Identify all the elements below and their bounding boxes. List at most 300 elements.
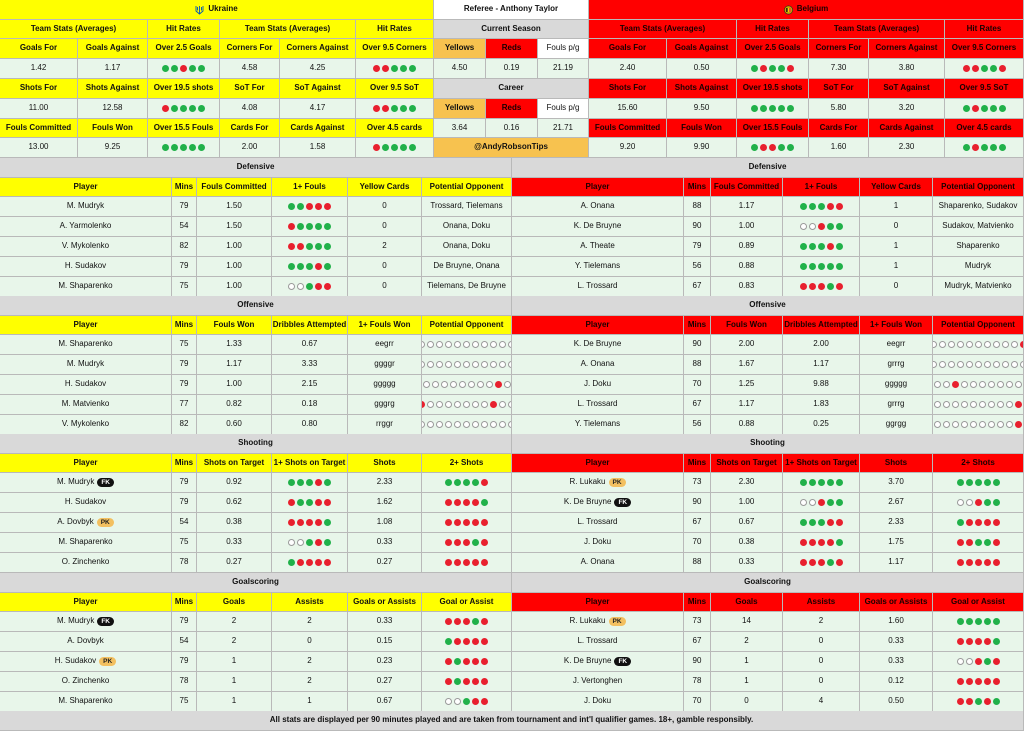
- miss-dot: [972, 105, 979, 112]
- table-cell: [272, 493, 348, 513]
- current-season-header: Current Season: [434, 20, 589, 39]
- hit-dot: [751, 144, 758, 151]
- hit-rate-dots: [445, 559, 488, 566]
- table-cell: Mudryk, Matvienko: [933, 277, 1024, 297]
- table-cell: [783, 277, 860, 297]
- table-cell: 1: [860, 257, 933, 277]
- empty-dot: [970, 401, 977, 408]
- table-cell: [422, 395, 512, 415]
- team-stats-header: Team Stats (Averages): [809, 20, 945, 39]
- table-cell: Onana, Doku: [422, 217, 512, 237]
- hit-dot: [171, 65, 178, 72]
- hit-dot: [760, 105, 767, 112]
- hit-dot: [297, 499, 304, 506]
- hit-rate-dots: [373, 65, 416, 72]
- hit-dot: [409, 144, 416, 151]
- table-cell: 1.17: [711, 395, 783, 415]
- hit-dot: [818, 479, 825, 486]
- miss-dot: [315, 519, 322, 526]
- miss-dot: [957, 539, 964, 546]
- player-name: A. Yarmolenko: [59, 221, 112, 231]
- miss-dot: [984, 519, 991, 526]
- empty-dot: [948, 361, 955, 368]
- table-cell: [783, 217, 860, 237]
- empty-dot: [423, 381, 430, 388]
- miss-dot: [306, 203, 313, 210]
- player-name: M. Shaparenko: [58, 281, 113, 291]
- hit-dot: [288, 479, 295, 486]
- table-cell: 3.33: [272, 355, 348, 375]
- table-cell: [933, 632, 1024, 652]
- miss-dot: [445, 539, 452, 546]
- player-name: H. Sudakov: [54, 656, 97, 666]
- table-cell: [422, 375, 512, 395]
- miss-dot: [422, 401, 425, 408]
- empty-dot: [445, 401, 452, 408]
- empty-dot: [490, 421, 497, 428]
- hit-dot: [288, 203, 295, 210]
- hit-dot: [306, 539, 313, 546]
- table-cell: 67: [684, 395, 711, 415]
- section-title: Goalscoring: [512, 573, 1024, 593]
- ukraine-title: Ukraine: [0, 0, 434, 20]
- hit-dot: [990, 105, 997, 112]
- hit-dot: [999, 144, 1006, 151]
- hit-rate-dots: [963, 105, 1006, 112]
- miss-dot: [472, 519, 479, 526]
- table-cell: 73: [684, 612, 711, 632]
- hit-rate-dots: [288, 539, 331, 546]
- stat-label: Corners For: [220, 39, 280, 59]
- hit-dot: [827, 559, 834, 566]
- table-cell: [422, 335, 512, 355]
- empty-dot: [997, 381, 1004, 388]
- hit-dot: [818, 519, 825, 526]
- miss-dot: [963, 65, 970, 72]
- hit-dot: [391, 144, 398, 151]
- empty-dot: [984, 341, 991, 348]
- hit-rate-dots: [288, 203, 331, 210]
- miss-dot: [975, 499, 982, 506]
- hit-dot: [809, 263, 816, 270]
- hit-dot: [306, 223, 313, 230]
- table-cell: 0: [348, 197, 422, 217]
- empty-dot: [1002, 341, 1009, 348]
- column-header: Mins: [172, 593, 197, 612]
- hit-dot: [400, 105, 407, 112]
- table-cell: 1: [711, 672, 783, 692]
- table-cell: Onana, Doku: [422, 237, 512, 257]
- empty-dot: [454, 698, 461, 705]
- table-cell: [783, 237, 860, 257]
- empty-dot: [939, 341, 946, 348]
- table-cell: 70: [684, 533, 711, 553]
- table-cell: 2: [783, 612, 860, 632]
- hit-dot: [769, 65, 776, 72]
- table-row-player: [0, 612, 172, 632]
- table-cell: 88: [684, 197, 711, 217]
- table-cell: Trossard, Tielemans: [422, 197, 512, 217]
- miss-dot: [827, 519, 834, 526]
- empty-dot: [939, 361, 946, 368]
- column-header: Shots on Target: [197, 454, 272, 473]
- hit-dot: [382, 144, 389, 151]
- empty-dot: [979, 381, 986, 388]
- miss-dot: [297, 519, 304, 526]
- column-header: Shots: [860, 454, 933, 473]
- hit-rate-dots: [445, 519, 488, 526]
- table-cell: 2.33: [348, 473, 422, 493]
- player-name: M. Mudryk: [56, 616, 95, 626]
- stat-label: Over 15.5 Fouls: [737, 119, 809, 138]
- miss-dot: [993, 559, 1000, 566]
- stat-value: 1.60: [809, 138, 869, 158]
- referee-stat-value: 21.19: [538, 59, 589, 79]
- hit-dot: [472, 479, 479, 486]
- hit-rate-dots: [800, 559, 843, 566]
- empty-dot: [933, 341, 937, 348]
- hit-dot: [297, 203, 304, 210]
- miss-dot: [472, 638, 479, 645]
- table-cell: 79: [172, 355, 197, 375]
- table-cell: 90: [684, 652, 711, 672]
- table-cell: 78: [684, 672, 711, 692]
- hit-dot: [481, 499, 488, 506]
- column-header: Yellow Cards: [348, 178, 422, 197]
- miss-dot: [984, 678, 991, 685]
- table-cell: 1.33: [197, 335, 272, 355]
- table-row-player: [0, 632, 172, 652]
- stat-value: 1.58: [280, 138, 356, 158]
- hit-dot: [800, 243, 807, 250]
- miss-dot: [818, 539, 825, 546]
- hit-dot: [297, 223, 304, 230]
- empty-dot: [961, 421, 968, 428]
- table-cell: 0.88: [711, 257, 783, 277]
- hit-dot: [391, 105, 398, 112]
- table-cell: 90: [684, 217, 711, 237]
- table-cell: 0.50: [860, 692, 933, 712]
- table-cell: 79: [172, 375, 197, 395]
- table-cell: [933, 513, 1024, 533]
- hit-dot: [315, 223, 322, 230]
- miss-dot: [818, 559, 825, 566]
- column-header: Mins: [172, 178, 197, 197]
- stat-value: 9.25: [78, 138, 148, 158]
- hit-rate-dots: [288, 479, 331, 486]
- table-row-player: [0, 395, 172, 415]
- table-cell: 0.83: [711, 277, 783, 297]
- miss-dot: [481, 678, 488, 685]
- hit-dot: [306, 283, 313, 290]
- hit-rate-dots: [957, 678, 1000, 685]
- stat-label: Goals Against: [78, 39, 148, 59]
- empty-dot: [943, 401, 950, 408]
- hit-dot: [981, 105, 988, 112]
- table-cell: [933, 692, 1024, 712]
- twitter-handle: @AndyRobsonTips: [434, 138, 589, 158]
- table-cell: 75: [172, 533, 197, 553]
- miss-dot: [445, 658, 452, 665]
- table-row-player: [512, 553, 684, 573]
- stat-label: Over 2.5 Goals: [148, 39, 220, 59]
- empty-dot: [427, 421, 434, 428]
- column-header: Shots on Target: [711, 454, 783, 473]
- empty-dot: [422, 421, 425, 428]
- table-cell: 56: [684, 415, 711, 435]
- hit-dot: [836, 243, 843, 250]
- miss-dot: [324, 203, 331, 210]
- empty-dot: [463, 361, 470, 368]
- table-cell: 0.88: [711, 415, 783, 435]
- table-cell: 0.33: [711, 553, 783, 573]
- stat-label: Goals For: [589, 39, 667, 59]
- table-row-player: [0, 533, 172, 553]
- empty-dot: [454, 421, 461, 428]
- hit-dot: [984, 499, 991, 506]
- column-header: Player: [0, 454, 172, 473]
- hit-rate-dots: [933, 421, 1024, 428]
- miss-dot: [472, 678, 479, 685]
- miss-dot: [315, 263, 322, 270]
- miss-dot: [454, 519, 461, 526]
- empty-dot: [436, 401, 443, 408]
- hit-rate-dots: [422, 401, 512, 408]
- table-cell: 1.17: [860, 553, 933, 573]
- empty-dot: [445, 341, 452, 348]
- referee-stat-label: Reds: [486, 99, 538, 119]
- table-cell: 0: [860, 277, 933, 297]
- hit-rate-dots: [445, 539, 488, 546]
- hit-dot: [171, 144, 178, 151]
- player-name: H. Sudakov: [64, 261, 107, 271]
- miss-dot: [818, 283, 825, 290]
- miss-dot: [769, 144, 776, 151]
- hit-dot: [162, 65, 169, 72]
- hit-dot: [809, 243, 816, 250]
- empty-dot: [468, 381, 475, 388]
- table-cell: 79: [172, 257, 197, 277]
- miss-dot: [975, 658, 982, 665]
- miss-dot: [481, 638, 488, 645]
- stat-value: 4.58: [220, 59, 280, 79]
- hit-dot: [306, 243, 313, 250]
- table-cell: 9.88: [783, 375, 860, 395]
- empty-dot: [504, 381, 511, 388]
- table-cell: [933, 375, 1024, 395]
- miss-dot: [463, 519, 470, 526]
- table-cell: gggrg: [348, 395, 422, 415]
- player-name: M. Shaparenko: [58, 696, 113, 706]
- empty-dot: [432, 381, 439, 388]
- miss-dot: [999, 65, 1006, 72]
- hit-dot: [391, 65, 398, 72]
- stat-value: [356, 99, 434, 119]
- table-cell: [933, 553, 1024, 573]
- stat-value: 4.25: [280, 59, 356, 79]
- table-cell: 0.82: [197, 395, 272, 415]
- table-cell: 82: [172, 237, 197, 257]
- miss-dot: [297, 559, 304, 566]
- stat-value: 1.17: [78, 59, 148, 79]
- empty-dot: [499, 401, 506, 408]
- table-cell: 2: [272, 612, 348, 632]
- trident-crest-icon: [195, 5, 204, 15]
- table-cell: Shaparenko, Sudakov: [933, 197, 1024, 217]
- miss-dot: [373, 65, 380, 72]
- table-cell: 2: [272, 652, 348, 672]
- table-cell: 0.33: [860, 632, 933, 652]
- table-cell: [272, 277, 348, 297]
- empty-dot: [993, 341, 1000, 348]
- table-cell: 2: [348, 237, 422, 257]
- hit-dot: [751, 65, 758, 72]
- hit-rate-dots: [445, 698, 488, 705]
- miss-dot: [975, 519, 982, 526]
- empty-dot: [952, 421, 959, 428]
- hit-rate-dots: [934, 381, 1022, 388]
- stat-label: Corners For: [809, 39, 869, 59]
- miss-dot: [966, 559, 973, 566]
- table-cell: [422, 632, 512, 652]
- empty-dot: [933, 361, 937, 368]
- hit-rate-dots: [288, 283, 331, 290]
- hit-dot: [324, 243, 331, 250]
- free-kick-badge: FK: [614, 498, 631, 507]
- column-header: Player: [512, 593, 684, 612]
- table-cell: 1.83: [783, 395, 860, 415]
- empty-dot: [297, 283, 304, 290]
- referee-stat-value: 4.50: [434, 59, 486, 79]
- empty-dot: [445, 698, 452, 705]
- table-cell: 0.27: [348, 672, 422, 692]
- miss-dot: [306, 559, 313, 566]
- referee-stat-value: 0.16: [486, 119, 538, 138]
- hit-dot: [306, 479, 313, 486]
- hit-rate-dots: [957, 539, 1000, 546]
- miss-dot: [373, 144, 380, 151]
- hit-dot: [836, 499, 843, 506]
- column-header: Player: [0, 316, 172, 335]
- hit-dot: [288, 559, 295, 566]
- table-cell: 0: [348, 257, 422, 277]
- table-cell: 1.08: [348, 513, 422, 533]
- hit-rate-dots: [288, 519, 331, 526]
- table-row-player: [512, 197, 684, 217]
- empty-dot: [966, 341, 973, 348]
- miss-dot: [966, 678, 973, 685]
- hit-dot: [981, 65, 988, 72]
- hit-dot: [818, 243, 825, 250]
- hit-dot: [297, 479, 304, 486]
- column-header: Yellow Cards: [860, 178, 933, 197]
- empty-dot: [463, 341, 470, 348]
- table-cell: 1: [197, 692, 272, 712]
- hit-rate-dots: [288, 263, 331, 270]
- player-name: R. Lukaku: [569, 477, 606, 487]
- player-name: H. Sudakov: [64, 497, 107, 507]
- empty-dot: [472, 361, 479, 368]
- column-header: 2+ Shots: [933, 454, 1024, 473]
- miss-dot: [957, 678, 964, 685]
- hit-dot: [324, 519, 331, 526]
- table-row-player: [512, 257, 684, 277]
- column-header: Mins: [684, 178, 711, 197]
- table-row-player: [0, 237, 172, 257]
- hit-rate-dots: [800, 223, 843, 230]
- table-cell: 78: [172, 672, 197, 692]
- table-cell: 0.18: [272, 395, 348, 415]
- miss-dot: [495, 381, 502, 388]
- table-cell: [783, 513, 860, 533]
- table-cell: 1.00: [711, 217, 783, 237]
- table-row-player: [0, 375, 172, 395]
- empty-dot: [422, 341, 425, 348]
- table-cell: 2: [711, 632, 783, 652]
- hit-dot: [975, 479, 982, 486]
- table-cell: 79: [172, 652, 197, 672]
- section-title: Offensive: [512, 296, 1024, 316]
- player-name: L. Trossard: [577, 399, 618, 409]
- column-header: Goal or Assist: [933, 593, 1024, 612]
- player-name: L. Trossard: [577, 281, 618, 291]
- table-cell: [422, 672, 512, 692]
- hit-dot: [463, 698, 470, 705]
- hit-dot: [836, 223, 843, 230]
- column-header: Fouls Committed: [711, 178, 783, 197]
- miss-dot: [454, 559, 461, 566]
- miss-dot: [975, 678, 982, 685]
- hit-dot: [957, 618, 964, 625]
- hit-rate-dots: [445, 479, 488, 486]
- empty-dot: [1006, 401, 1013, 408]
- miss-dot: [288, 243, 295, 250]
- table-row-player: [0, 415, 172, 435]
- hit-rate-dots: [957, 559, 1000, 566]
- miss-dot: [454, 638, 461, 645]
- table-cell: 90: [684, 493, 711, 513]
- miss-dot: [315, 479, 322, 486]
- free-kick-badge: FK: [97, 617, 114, 626]
- hit-rate-dots: [800, 479, 843, 486]
- miss-dot: [957, 559, 964, 566]
- stat-value: 13.00: [0, 138, 78, 158]
- empty-dot: [1011, 361, 1018, 368]
- table-cell: [933, 395, 1024, 415]
- hit-dot: [324, 479, 331, 486]
- hit-dot: [315, 243, 322, 250]
- miss-dot: [984, 559, 991, 566]
- hit-dot: [400, 144, 407, 151]
- hit-rate-dots: [422, 341, 512, 348]
- table-cell: 1.17: [197, 355, 272, 375]
- table-cell: [422, 473, 512, 493]
- table-cell: 56: [684, 257, 711, 277]
- miss-dot: [463, 678, 470, 685]
- empty-dot: [934, 421, 941, 428]
- column-header: Goals or Assists: [348, 593, 422, 612]
- miss-dot: [445, 678, 452, 685]
- table-cell: [783, 473, 860, 493]
- table-cell: 79: [172, 612, 197, 632]
- hit-dot: [818, 203, 825, 210]
- table-cell: 2: [272, 672, 348, 692]
- column-header: Potential Opponent: [422, 178, 512, 197]
- stat-label: Corners Against: [869, 39, 945, 59]
- hit-rate-dots: [445, 618, 488, 625]
- table-cell: 2: [197, 632, 272, 652]
- hit-dot: [827, 499, 834, 506]
